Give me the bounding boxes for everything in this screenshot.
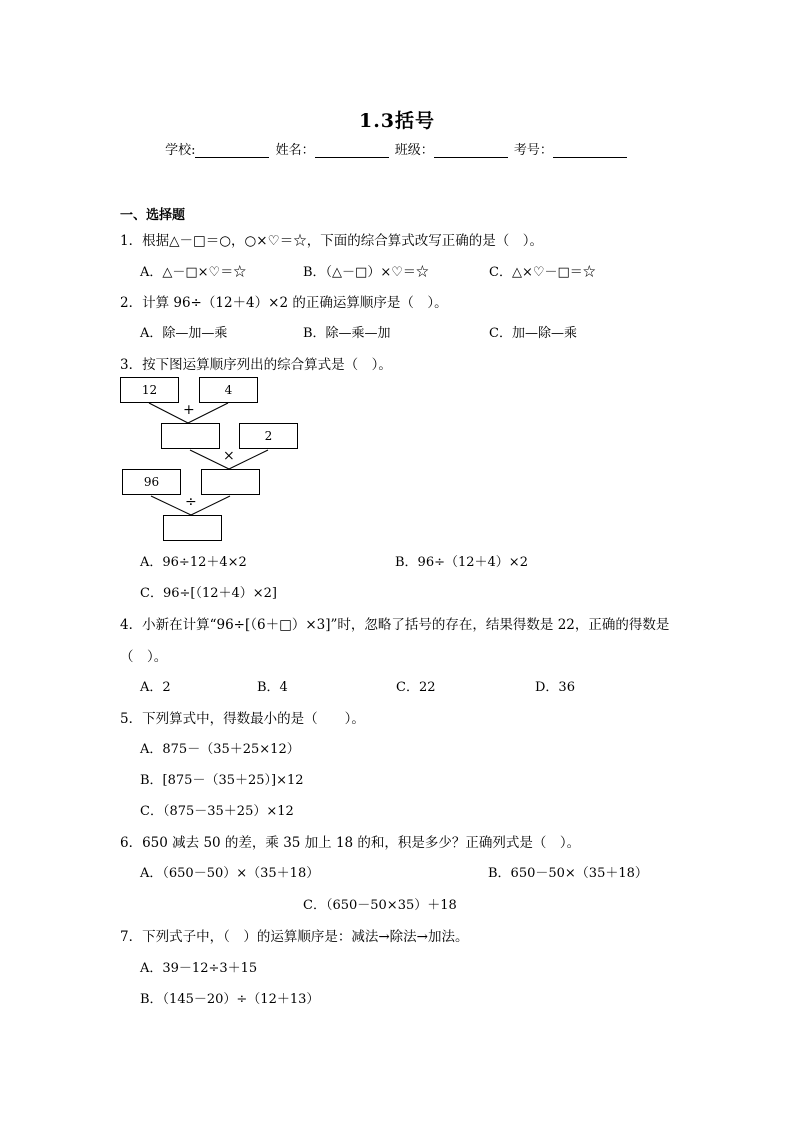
diagram-box-result	[163, 515, 222, 541]
question-3-stem: 3．按下图运算顺序列出的综合算式是（ ）。	[120, 357, 392, 373]
diagram-box-12: 12	[120, 377, 179, 403]
exam-no-label: 考号：	[513, 143, 553, 158]
q7-option-a[interactable]: A．39－12÷3＋15	[140, 961, 258, 976]
question-1-stem: 1．根据△－□＝○，○×♡＝☆，下面的综合算式改写正确的是（ ）。	[120, 233, 543, 249]
plus-operator: +	[183, 402, 195, 418]
question-7-stem: 7．下列式子中，（ ）的运算顺序是：减法→除法→加法。	[120, 929, 469, 945]
q1-option-c[interactable]: C．△×♡－□＝☆	[489, 265, 596, 280]
q3-option-c[interactable]: C．96÷[（12＋4）×2]	[140, 586, 278, 601]
diagram-box-2: 2	[239, 423, 298, 449]
q4-option-c[interactable]: C．22	[396, 680, 436, 695]
q4-option-b[interactable]: B．4	[257, 680, 288, 695]
divide-operator: ÷	[185, 494, 197, 510]
q3-option-b[interactable]: B．96÷（12＋4）×2	[395, 555, 528, 570]
q2-option-b[interactable]: B．除—乘—加	[303, 326, 391, 341]
name-label: 姓名：	[275, 143, 315, 158]
q5-option-b[interactable]: B．[875－（35＋25）]×12	[140, 773, 304, 788]
q2-option-a[interactable]: A．除—加—乘	[140, 326, 228, 341]
diagram-box-96: 96	[122, 469, 181, 495]
q5-option-a[interactable]: A．875－（35＋25×12）	[140, 742, 300, 757]
question-5-stem: 5．下列算式中，得数最小的是（ ）。	[120, 711, 365, 727]
q6-option-a[interactable]: A．（650－50）×（35＋18）	[140, 866, 320, 881]
q3-option-a[interactable]: A．96÷12＋4×2	[140, 555, 247, 570]
school-label: 学校:	[165, 143, 196, 158]
question-4-stem-continued: （ ）。	[120, 649, 168, 665]
question-4-stem: 4．小新在计算“96÷[（6＋□）×3]”时，忽略了括号的存在，结果得数是 22，正确的得数是	[120, 617, 670, 633]
q6-option-b[interactable]: B．650－50×（35＋18）	[488, 866, 648, 881]
q6-option-c[interactable]: C．（650－50×35）＋18	[303, 898, 457, 913]
question-6-stem: 6．650 减去 50 的差，乘 35 加上 18 的和，积是多少？正确列式是（ ）。	[120, 835, 581, 851]
section-heading: 一、选择题	[120, 208, 186, 223]
diagram-box-sum	[161, 423, 220, 449]
diagram-box-product	[201, 469, 260, 495]
page-title: 1.3括号	[358, 110, 436, 132]
q1-option-b[interactable]: B．（△－□）×♡＝☆	[303, 265, 429, 280]
times-operator: ×	[223, 448, 235, 464]
q2-option-c[interactable]: C．加—除—乘	[489, 326, 577, 341]
class-label: 班级：	[394, 143, 434, 158]
question-2-stem: 2．计算 96÷（12＋4）×2 的正确运算顺序是（ ）。	[120, 295, 448, 311]
q7-option-b[interactable]: B．（145－20）÷（12＋13）	[140, 992, 320, 1007]
diagram-box-4: 4	[199, 377, 258, 403]
q5-option-c[interactable]: C．（875－35＋25）×12	[140, 804, 294, 819]
q4-option-a[interactable]: A．2	[140, 680, 171, 695]
q1-option-a[interactable]: A．△－□×♡＝☆	[140, 265, 247, 280]
q4-option-d[interactable]: D．36	[535, 680, 575, 695]
